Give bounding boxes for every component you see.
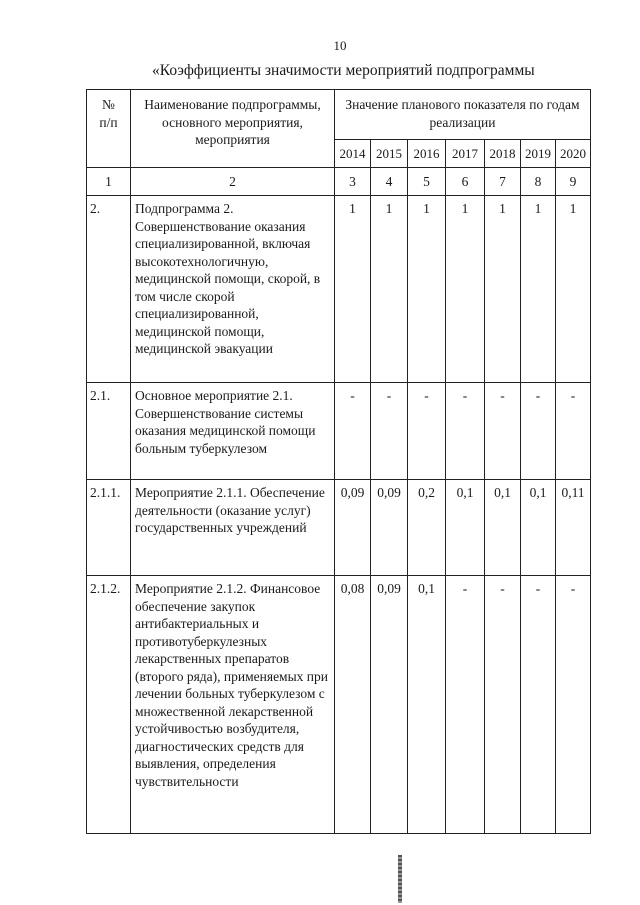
- row-name: Мероприятие 2.1.1. Обеспечение деятельности (оказание услуг) государственных учреждений: [131, 480, 335, 576]
- year-2016: 2016: [408, 140, 446, 168]
- value-2018: 1: [485, 196, 521, 383]
- index-cell: 1: [87, 168, 131, 196]
- index-cell: 7: [485, 168, 521, 196]
- row-number: 2.: [87, 196, 131, 383]
- value-2015: 0,09: [371, 576, 408, 834]
- value-2015: -: [371, 383, 408, 480]
- year-2019: 2019: [521, 140, 556, 168]
- value-2016: 0,2: [408, 480, 446, 576]
- value-2018: -: [485, 383, 521, 480]
- value-2017: 0,1: [446, 480, 485, 576]
- header-group-label: Значение планового показателя по годам реализации: [345, 97, 580, 130]
- header-group-cell: [335, 90, 591, 140]
- value-2018: -: [485, 576, 521, 834]
- year-2017: 2017: [446, 140, 485, 168]
- value-2020: 0,11: [556, 480, 591, 576]
- value-2014: 0,08: [335, 576, 371, 834]
- coefficients-table: [86, 89, 591, 834]
- value-2017: 1: [446, 196, 485, 383]
- value-2016: 0,1: [408, 576, 446, 834]
- value-2015: 1: [371, 196, 408, 383]
- table-row: [87, 383, 591, 480]
- row-number: 2.1.1.: [87, 480, 131, 576]
- year-2014: 2014: [335, 140, 371, 168]
- row-number: 2.1.: [87, 383, 131, 480]
- index-row: [87, 168, 591, 196]
- value-2017: -: [446, 383, 485, 480]
- year-2018: 2018: [485, 140, 521, 168]
- value-2019: 1: [521, 196, 556, 383]
- index-cell: 4: [371, 168, 408, 196]
- value-2016: -: [408, 383, 446, 480]
- index-cell: 6: [446, 168, 485, 196]
- value-2015: 0,09: [371, 480, 408, 576]
- page-number: 10: [333, 38, 347, 53]
- table-row: [87, 480, 591, 576]
- year-2020: 2020: [556, 140, 591, 168]
- value-2019: -: [521, 576, 556, 834]
- binding-mark: [398, 855, 402, 903]
- value-2019: -: [521, 383, 556, 480]
- row-name: Подпрограмма 2. Совершенствование оказания специализированной, включая высокотехнологичную, медицинской помощи, скорой, в том числе скорой специализированной, медицинской помощи, медицинской эвакуации: [131, 196, 335, 383]
- header-num-label: № п/п: [99, 97, 118, 130]
- header-row: [87, 90, 591, 140]
- value-2016: 1: [408, 196, 446, 383]
- row-name: Мероприятие 2.1.2. Финансовое обеспечение закупок антибактериальных и противотуберкулезных лекарственных препаратов (второго ряда), применяемых при лечении больных туберкулезом с множественной лекарственной устойчивостью возбудителя, диагностических средств для выявления, определения чувствительности: [131, 576, 335, 834]
- value-2018: 0,1: [485, 480, 521, 576]
- value-2014: -: [335, 383, 371, 480]
- value-2020: -: [556, 576, 591, 834]
- row-name: Основное мероприятие 2.1. Совершенствование системы оказания медицинской помощи больным туберкулезом: [131, 383, 335, 480]
- header-name-label: Наименование подпрограммы, основного мероприятия, мероприятия: [144, 97, 321, 147]
- value-2020: 1: [556, 196, 591, 383]
- value-2019: 0,1: [521, 480, 556, 576]
- year-2015: 2015: [371, 140, 408, 168]
- index-cell: 8: [521, 168, 556, 196]
- document-title: «Коэффициенты значимости мероприятий подпрограммы: [152, 62, 535, 79]
- row-number: 2.1.2.: [87, 576, 131, 834]
- value-2014: 1: [335, 196, 371, 383]
- value-2017: -: [446, 576, 485, 834]
- index-cell: 9: [556, 168, 591, 196]
- value-2014: 0,09: [335, 480, 371, 576]
- index-cell: 3: [335, 168, 371, 196]
- table-row: [87, 576, 591, 834]
- header-num-cell: [87, 90, 131, 168]
- index-cell: 5: [408, 168, 446, 196]
- value-2020: -: [556, 383, 591, 480]
- table-row: [87, 196, 591, 383]
- index-cell: 2: [131, 168, 335, 196]
- header-name-cell: [131, 90, 335, 168]
